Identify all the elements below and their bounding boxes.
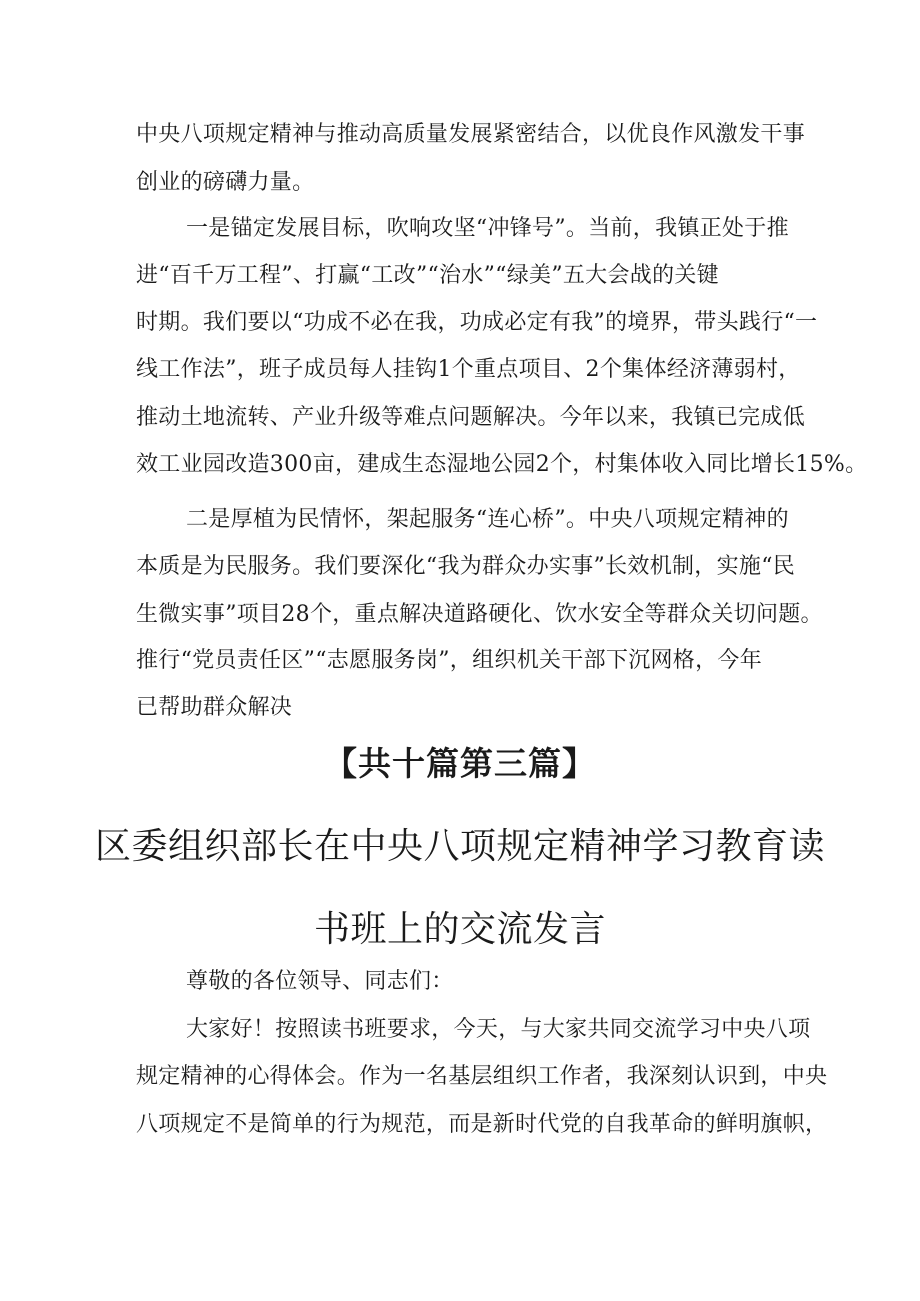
section-heading: 【共十篇第三篇】 — [324, 744, 596, 783]
paragraph-line: 一是锚定发展目标，吹响攻坚“冲锋号”。当前，我镇正处于推 — [186, 216, 789, 241]
paragraph-line: 时期。我们要以“功成不必在我，功成必定有我”的境界，带头践行“一 — [136, 310, 818, 335]
paragraph-line: 二是厚植为民情怀，架起服务“连心桥”。中央八项规定精神的 — [186, 507, 789, 532]
paragraph-line: 推行“党员责任区”“志愿服务岗”，组织机关干部下沉网格，今年 — [136, 648, 762, 673]
paragraph-line: 效工业园改造300亩，建成生态湿地公园2个，村集体收入同比增长15%。 — [136, 452, 868, 477]
paragraph-line: 本质是为民服务。我们要深化“我为群众办实事”长效机制，实施“民 — [136, 554, 796, 579]
document-title-line-2: 书班上的交流发言 — [313, 909, 606, 950]
paragraph-line: 中央八项规定精神与推动高质量发展紧密结合，以优良作风激发干事 — [136, 122, 806, 147]
paragraph-line: 规定精神的心得体会。作为一名基层组织工作者，我深刻认识到，中央 — [136, 1064, 828, 1089]
paragraph-line: 推动土地流转、产业升级等难点问题解决。今年以来，我镇已完成低 — [136, 405, 806, 430]
paragraph-line: 进“百千万工程”、打赢“工改”“治水”“绿美”五大会战的关键 — [136, 263, 719, 288]
paragraph-line: 八项规定不是简单的行为规范，而是新时代党的自我革命的鲜明旗帜， — [136, 1112, 828, 1137]
document-title-line-1: 区委组织部长在中央八项规定精神学习教育读 — [94, 826, 825, 867]
paragraph-line: 线工作法”，班子成员每人挂钩1个重点项目、2个集体经济薄弱村， — [136, 357, 801, 382]
paragraph-line: 已帮助群众解决 — [136, 695, 293, 720]
paragraph-line: 创业的磅礴力量。 — [136, 170, 315, 195]
salutation: 尊敬的各位领导、同志们： — [186, 969, 454, 994]
paragraph-line: 大家好！按照读书班要求，今天，与大家共同交流学习中央八项 — [186, 1017, 811, 1042]
paragraph-line: 生微实事”项目28个，重点解决道路硬化、饮水安全等群众关切问题。 — [136, 602, 823, 627]
